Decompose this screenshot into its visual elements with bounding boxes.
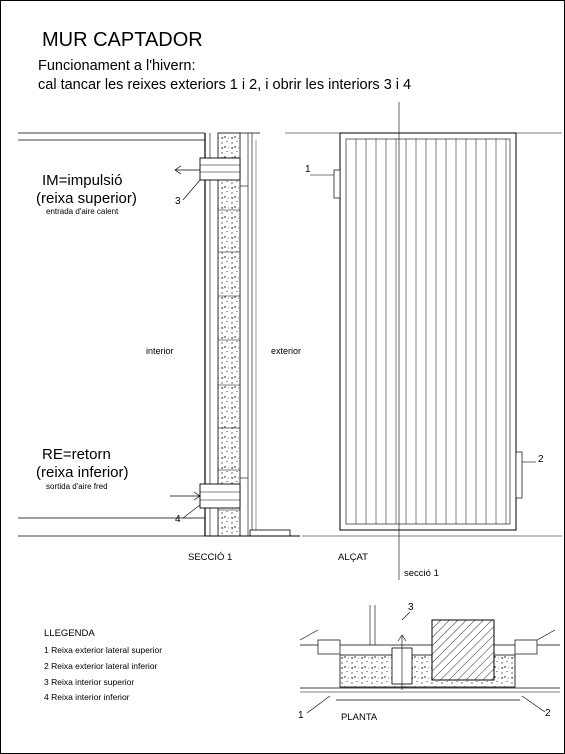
callout-1-plan: 1 xyxy=(298,710,304,721)
section-caption: SECCIÓ 1 xyxy=(188,552,233,563)
lower-grille-section xyxy=(200,484,240,508)
exterior-label: exterior xyxy=(271,346,302,356)
elevation-caption: ALÇAT xyxy=(338,552,368,563)
re-label: RE=retorn xyxy=(42,446,111,463)
legend-item: 1 Reixa exterior lateral superior xyxy=(44,645,163,655)
plan-drawing xyxy=(300,605,560,713)
collector-frame xyxy=(340,133,516,530)
legend-item: 2 Reixa exterior lateral inferior xyxy=(44,661,158,671)
interior-label: interior xyxy=(146,346,174,356)
legend-item: 4 Reixa interior inferior xyxy=(44,692,130,702)
elevation-drawing xyxy=(285,102,562,580)
plan-column xyxy=(432,620,494,680)
legend-title: LLEGENDA xyxy=(44,628,95,639)
callout-2-plan: 2 xyxy=(545,708,551,719)
legend-item: 3 Reixa interior superior xyxy=(44,677,135,687)
callout-3-section: 3 xyxy=(175,196,181,207)
grille-1-elevation xyxy=(334,170,340,198)
grille-2-elevation xyxy=(516,452,522,498)
plan-caption: PLANTA xyxy=(341,712,378,723)
im-label: IM=impulsió xyxy=(42,172,123,189)
subtitle-line-2: cal tancar les reixes exteriors 1 i 2, i obrir les interiors 3 i 4 xyxy=(38,77,412,93)
re-sublabel: (reixa inferior) xyxy=(36,464,129,481)
upper-grille-section xyxy=(200,158,240,180)
callout-4-section: 4 xyxy=(175,514,181,525)
im-note: entrada d'aire calent xyxy=(46,207,119,216)
drawing-title: MUR CAPTADOR xyxy=(42,29,203,51)
concrete-wall xyxy=(218,133,240,536)
subtitle-line-1: Funcionament a l'hivern: xyxy=(38,58,196,74)
im-sublabel: (reixa superior) xyxy=(36,190,137,207)
callout-1-elevation: 1 xyxy=(305,164,311,175)
callout-2-elevation: 2 xyxy=(538,454,544,465)
callout-3-plan: 3 xyxy=(408,602,414,613)
section-reference: secció 1 xyxy=(404,568,439,579)
re-note: sortida d'aire fred xyxy=(46,482,108,491)
